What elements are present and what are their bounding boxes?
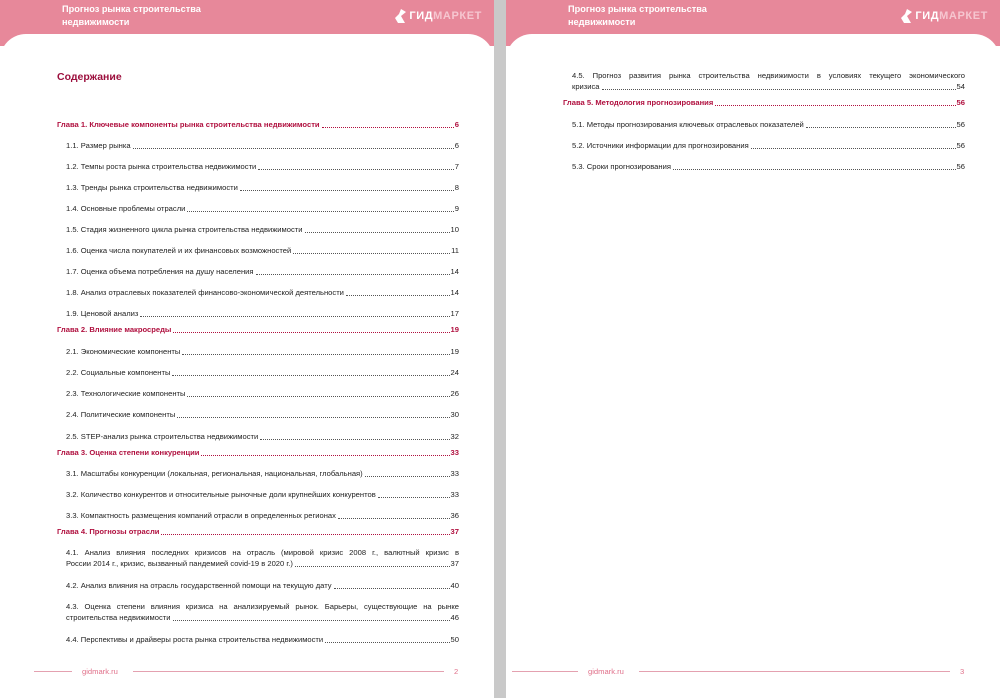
footer-site[interactable]: gidmark.ru bbox=[588, 667, 624, 676]
toc-entry[interactable] bbox=[572, 140, 965, 151]
toc-chapter-entry[interactable] bbox=[57, 526, 459, 537]
toc-page-number: 33 bbox=[450, 448, 459, 457]
toc-entry-text: 5.1. Методы прогнозирования ключевых отраслевых показателей bbox=[572, 120, 804, 129]
dot-leader bbox=[378, 497, 450, 498]
logo-text-light: МАРКЕТ bbox=[939, 10, 988, 22]
toc-chapter-entry[interactable] bbox=[57, 119, 459, 130]
dot-leader bbox=[256, 274, 450, 275]
footer-site[interactable]: gidmark.ru bbox=[82, 667, 118, 676]
toc-entry[interactable] bbox=[66, 140, 459, 151]
dot-leader bbox=[325, 642, 449, 643]
toc-page-number: 9 bbox=[454, 204, 459, 213]
toc-chapter-entry[interactable] bbox=[57, 447, 459, 458]
toc-entry-text: 3.3. Компактность размещения компаний отрасли в определенных регионах bbox=[66, 511, 336, 520]
toc-entry[interactable] bbox=[66, 547, 459, 569]
toc-entry-text: Глава 2. Влияние макросреды bbox=[57, 325, 172, 334]
toc-page-number: 26 bbox=[450, 389, 459, 398]
dot-leader bbox=[715, 105, 955, 106]
toc-page-number: 14 bbox=[450, 267, 459, 276]
footer-page-number: 3 bbox=[960, 667, 965, 676]
document-page-3 bbox=[506, 0, 1000, 698]
toc-page-number: 33 bbox=[450, 469, 459, 478]
footer-rule-left bbox=[34, 671, 72, 672]
toc-entry[interactable] bbox=[66, 224, 459, 235]
toc-page-number: 14 bbox=[450, 288, 459, 297]
toc-entry[interactable] bbox=[66, 203, 459, 214]
header-title-line2: недвижимости bbox=[568, 17, 636, 27]
toc-page-number: 7 bbox=[454, 162, 459, 171]
footer-rule-left bbox=[512, 671, 578, 672]
dot-leader bbox=[673, 169, 956, 170]
toc-entry-text: 3.1. Масштабы конкуренции (локальная, региональная, национальная, глобальная) bbox=[66, 469, 363, 478]
dot-leader bbox=[295, 566, 450, 567]
toc-entry[interactable] bbox=[572, 161, 965, 172]
toc-entry-text: кризиса bbox=[572, 82, 600, 91]
toc-page-number: 6 bbox=[454, 141, 459, 150]
toc-entry[interactable] bbox=[572, 70, 965, 92]
toc-entry[interactable] bbox=[66, 510, 459, 521]
header-title-line1: Прогноз рынка строительства bbox=[568, 4, 707, 14]
toc-entry[interactable] bbox=[66, 409, 459, 420]
footer-rule-right bbox=[133, 671, 444, 672]
toc-entry-text: 1.1. Размер рынка bbox=[66, 141, 131, 150]
toc-page-number: 30 bbox=[450, 410, 459, 419]
toc-page-number: 32 bbox=[450, 432, 459, 441]
toc-entry-text: Глава 5. Методология прогнозирования bbox=[563, 98, 714, 107]
dot-leader bbox=[187, 211, 453, 212]
dot-leader bbox=[293, 253, 450, 254]
dot-leader bbox=[172, 375, 449, 376]
toc-page-number: 6 bbox=[454, 120, 459, 129]
toc-entry-text: 3.2. Количество конкурентов и относительные рыночные доли крупнейших конкурентов bbox=[66, 490, 376, 499]
toc-entry-text: Глава 4. Прогнозы отрасли bbox=[57, 527, 160, 536]
toc-page-number: 24 bbox=[450, 368, 459, 377]
toc-page-number: 36 bbox=[450, 511, 459, 520]
dot-leader bbox=[182, 354, 449, 355]
document-page-2 bbox=[0, 0, 494, 698]
dot-leader bbox=[187, 396, 449, 397]
toc-entry[interactable] bbox=[66, 182, 459, 193]
toc-page-number: 56 bbox=[956, 98, 965, 107]
toc-entry-text: 1.7. Оценка объема потребления на душу населения bbox=[66, 267, 254, 276]
dot-leader bbox=[322, 127, 454, 128]
toc-page-number: 56 bbox=[956, 141, 965, 150]
toc-entry-text: 2.5. STEP-анализ рынка строительства недвижимости bbox=[66, 432, 259, 441]
toc-entry-text-line1: 4.3. Оценка степени влияния кризиса на анализируемый рынок. Барьеры, существующие на рынке bbox=[66, 602, 459, 611]
toc-entry[interactable] bbox=[66, 431, 459, 442]
header-title-line2: недвижимости bbox=[62, 17, 130, 27]
toc-entry-text: 1.5. Стадия жизненного цикла рынка строительства недвижимости bbox=[66, 225, 303, 234]
toc-entry-text: 1.6. Оценка числа покупателей и их финансовых возможностей bbox=[66, 246, 292, 255]
toc-entry-text: Глава 1. Ключевые компоненты рынка строительства недвижимости bbox=[57, 120, 320, 129]
toc-heading: Содержание bbox=[57, 71, 122, 83]
dot-leader bbox=[334, 588, 450, 589]
dot-leader bbox=[338, 518, 450, 519]
toc-entry-text: 4.2. Анализ влияния на отрасль государственной помощи на текущую дату bbox=[66, 581, 332, 590]
footer-rule-right bbox=[639, 671, 950, 672]
toc-entry[interactable] bbox=[572, 119, 965, 130]
toc-page-number: 33 bbox=[450, 490, 459, 499]
toc-page-number: 8 bbox=[454, 183, 459, 192]
toc-entry-text: 1.9. Ценовой анализ bbox=[66, 309, 139, 318]
toc-page-number: 54 bbox=[956, 82, 965, 91]
dot-leader bbox=[240, 190, 454, 191]
toc-page-number: 37 bbox=[450, 527, 459, 536]
toc-entry-text: Глава 3. Оценка степени конкуренции bbox=[57, 448, 200, 457]
toc-entry-text: 1.3. Тренды рынка строительства недвижимости bbox=[66, 183, 238, 192]
table-of-contents-continued bbox=[506, 0, 1000, 698]
toc-entry-text: России 2014 г., кризис, вызванный пандемией covid-19 в 2020 г.) bbox=[66, 559, 293, 568]
toc-entry[interactable] bbox=[66, 287, 459, 298]
toc-entry[interactable] bbox=[66, 489, 459, 500]
toc-entry-text: 1.8. Анализ отраслевых показателей финансово-экономической деятельности bbox=[66, 288, 344, 297]
dot-leader bbox=[133, 148, 454, 149]
toc-page-number: 50 bbox=[450, 635, 459, 644]
toc-entry[interactable] bbox=[66, 266, 459, 277]
dot-leader bbox=[177, 417, 449, 418]
toc-page-number: 40 bbox=[450, 581, 459, 590]
toc-page-number: 56 bbox=[956, 162, 965, 171]
dot-leader bbox=[161, 534, 449, 535]
toc-page-number: 11 bbox=[451, 246, 459, 255]
dot-leader bbox=[201, 455, 449, 456]
toc-page-number: 10 bbox=[450, 225, 459, 234]
toc-page-number: 17 bbox=[450, 309, 459, 318]
toc-entry-text: 5.2. Источники информации для прогнозирования bbox=[572, 141, 749, 150]
dot-leader bbox=[365, 476, 450, 477]
dot-leader bbox=[173, 620, 450, 621]
toc-page-number: 19 bbox=[450, 325, 459, 334]
toc-entry-text-line1: 4.1. Анализ влияния последних кризисов на отрасль (мировой кризис 2008 г., валютный кризис в bbox=[66, 548, 459, 557]
toc-entry[interactable] bbox=[66, 468, 459, 479]
dot-leader bbox=[305, 232, 450, 233]
dot-leader bbox=[260, 439, 449, 440]
logo-text-bold: ГИД bbox=[915, 10, 940, 22]
toc-entry[interactable] bbox=[66, 245, 459, 256]
dot-leader bbox=[602, 89, 956, 90]
dot-leader bbox=[140, 316, 449, 317]
table-of-contents bbox=[0, 0, 494, 698]
toc-entry[interactable] bbox=[66, 634, 459, 645]
dot-leader bbox=[346, 295, 450, 296]
toc-entry-text: 2.2. Социальные компоненты bbox=[66, 368, 171, 377]
toc-entry-text: 1.2. Темпы роста рынка строительства недвижимости bbox=[66, 162, 257, 171]
dot-leader bbox=[751, 148, 956, 149]
toc-chapter-entry[interactable] bbox=[563, 97, 965, 108]
toc-entry[interactable] bbox=[66, 161, 459, 172]
toc-entry-text-line1: 4.5. Прогноз развития рынка строительства недвижимости в условиях текущего экономического bbox=[572, 71, 965, 80]
logo-text-bold: ГИД bbox=[409, 10, 434, 22]
toc-page-number: 37 bbox=[450, 559, 459, 568]
dot-leader bbox=[258, 169, 453, 170]
toc-entry-text: 2.4. Политические компоненты bbox=[66, 410, 176, 419]
toc-entry-text: 5.3. Сроки прогнозирования bbox=[572, 162, 671, 171]
toc-page-number: 46 bbox=[450, 613, 459, 622]
toc-entry[interactable] bbox=[66, 388, 459, 399]
toc-entry-text: 1.4. Основные проблемы отрасли bbox=[66, 204, 186, 213]
toc-page-number: 19 bbox=[450, 347, 459, 356]
logo-text-light: МАРКЕТ bbox=[433, 10, 482, 22]
footer-page-number: 2 bbox=[454, 667, 459, 676]
toc-entry[interactable] bbox=[66, 601, 459, 623]
toc-entry[interactable] bbox=[66, 367, 459, 378]
toc-entry-text: 2.1. Экономические компоненты bbox=[66, 347, 181, 356]
toc-entry[interactable] bbox=[66, 308, 459, 319]
toc-entry[interactable] bbox=[66, 346, 459, 357]
dot-leader bbox=[806, 127, 956, 128]
toc-entry-text: строительства недвижимости bbox=[66, 613, 171, 622]
toc-chapter-entry[interactable] bbox=[57, 324, 459, 335]
toc-entry-text: 2.3. Технологические компоненты bbox=[66, 389, 186, 398]
toc-entry-text: 4.4. Перспективы и драйверы роста рынка строительства недвижимости bbox=[66, 635, 324, 644]
dot-leader bbox=[173, 332, 449, 333]
toc-entry[interactable] bbox=[66, 580, 459, 591]
header-title-line1: Прогноз рынка строительства bbox=[62, 4, 201, 14]
toc-page-number: 56 bbox=[956, 120, 965, 129]
